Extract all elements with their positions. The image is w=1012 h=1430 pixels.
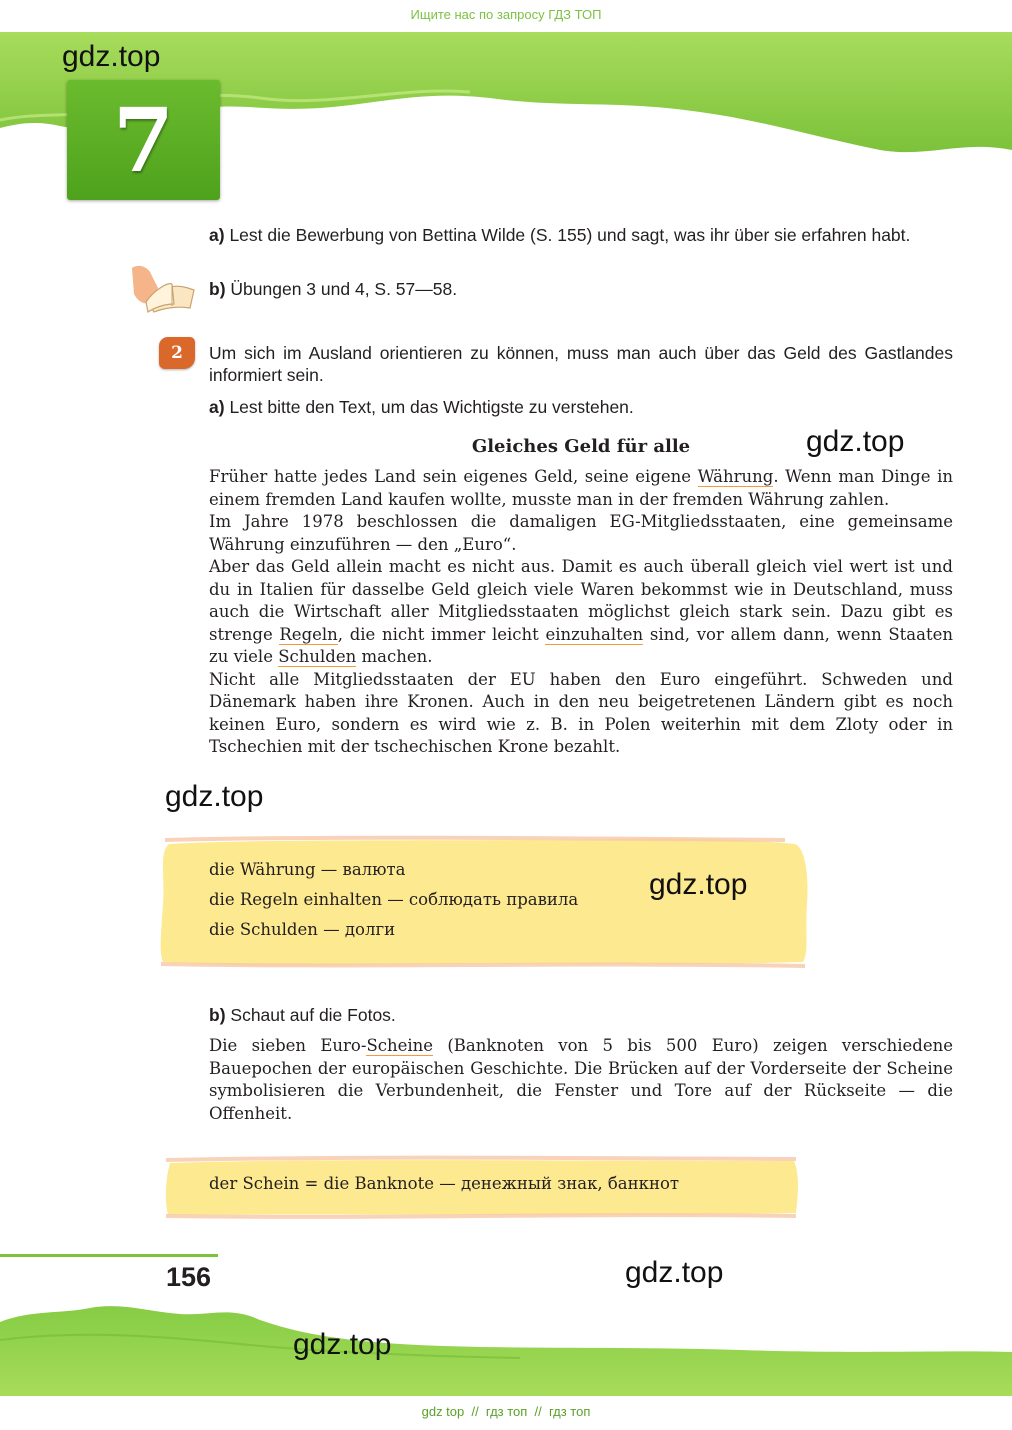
page-number-rule	[0, 1254, 218, 1257]
vocab-word-einzuhalten: einzuhalten	[545, 624, 644, 644]
watermark: gdz.top	[806, 425, 905, 458]
vocab-word-schulden: Schulden	[278, 647, 357, 666]
paragraph-3	[209, 556, 953, 669]
workbook-hand-icon	[128, 262, 200, 316]
watermark: gdz.top	[649, 868, 748, 901]
exercise1-a-label: a)	[209, 225, 225, 245]
reading-text	[209, 466, 953, 759]
vocab-word-scheine: Scheine	[366, 1036, 434, 1055]
text-run: Die sieben Euro-	[209, 1036, 367, 1055]
watermark: gdz.top	[62, 40, 161, 73]
watermark: gdz.top	[165, 780, 264, 813]
exercise2-a-label: a)	[209, 397, 225, 417]
paragraph-2: Im Jahre 1978 beschlossen die damaligen EG-Mitgliedsstaaten, eine gemeinsame Währung einzuführen — den „Euro“.	[209, 512, 953, 554]
vocab-word-waehrung: Währung	[697, 467, 774, 486]
text-run: sind, vor allem dann, wenn Staaten zu viele	[209, 624, 954, 666]
vocab-entry: die Schulden — долги	[209, 920, 396, 939]
chapter-number-badge: 7	[67, 80, 220, 200]
exercise2-a-text: Lest bitte den Text, um das Wichtigste zu verstehen.	[229, 397, 634, 417]
vocab-word-regeln: Regeln	[279, 624, 338, 644]
text-run: . Wenn man Dinge in einem fremden Land kaufen wollte, musste man in der fremden Währung zahlen.	[209, 467, 953, 509]
bottom-green-band	[0, 1300, 1012, 1398]
exercise2-number-badge: 2	[159, 337, 195, 369]
vocab-entry: die Währung — валюта	[209, 860, 406, 879]
page-number: 156	[166, 1262, 212, 1292]
vocab-entry: die Regeln einhalten — соблюдать правила	[209, 890, 579, 909]
paragraph-4: Nicht alle Mitgliedsstaaten der EU haben den Euro eingeführt. Schweden und Dänemark haben ihre Kronen. Auch in den neu beigetretenen Ländern gibt es noch keinen Euro, sondern es wird wie z. B. in Polen weiterhin mit dem Zloty oder in Tschechien mit der tschechischen Krone bezahlt.	[209, 669, 953, 756]
exercise1-b-text: Übungen 3 und 4, S. 57—58.	[230, 279, 458, 299]
exercise2-intro: Um sich im Ausland orientieren zu können, muss man auch über das Geld des Gastlandes informiert sein.	[209, 343, 953, 385]
text-run: (Banknoten von 5 bis 500 Euro) zeigen verschiedene Bauepochen der europäischen Geschichte. Die Brücken auf der Vorderseite der Scheine symbolisieren die Verbundenheit, die Fenster und Tore auf der Rückseite — die Offenheit.	[209, 1036, 954, 1123]
text-run: , die nicht immer leicht	[337, 624, 546, 644]
exercise1-a	[209, 224, 953, 246]
exercise1-b	[209, 278, 953, 300]
text-run: machen.	[356, 647, 433, 666]
top-search-link[interactable]: Ищите нас по запросу ГДЗ ТОП	[410, 7, 602, 22]
text-run: Früher hatte jedes Land sein eigenes Geld, seine eigene	[209, 467, 698, 486]
exercise1-b-label: b)	[209, 279, 226, 299]
watermark: gdz.top	[293, 1328, 392, 1361]
exercise2-b-label: b)	[209, 1005, 226, 1025]
text-title: Gleiches Geld für alle	[471, 436, 691, 457]
vocab-entry: der Schein = die Banknote — денежный знак, банкнот	[209, 1174, 680, 1193]
paragraph-5	[209, 1035, 953, 1125]
exercise2-b-text: Schaut auf die Fotos.	[230, 1005, 396, 1025]
bottom-links[interactable]: gdz top // гдз топ // гдз топ	[421, 1404, 591, 1419]
watermark: gdz.top	[625, 1256, 724, 1289]
text-run: Aber das Geld allein macht es nicht aus. Damit es auch überall gleich viel wert ist und du in Italien für dasselbe Geld gleich viele Waren bekommst wie in Deutschland, muss auch die Wirtschaft aller Mitgliedsstaaten möglichst gleich stark sein. Dazu gibt es strenge	[209, 557, 953, 644]
paragraph-1	[209, 466, 953, 511]
exercise2-b	[209, 1004, 953, 1026]
exercise2-a	[209, 396, 953, 418]
exercise1-a-text: Lest die Bewerbung von Bettina Wilde (S. 155) und sagt, was ihr über sie erfahren habt.	[229, 225, 911, 245]
